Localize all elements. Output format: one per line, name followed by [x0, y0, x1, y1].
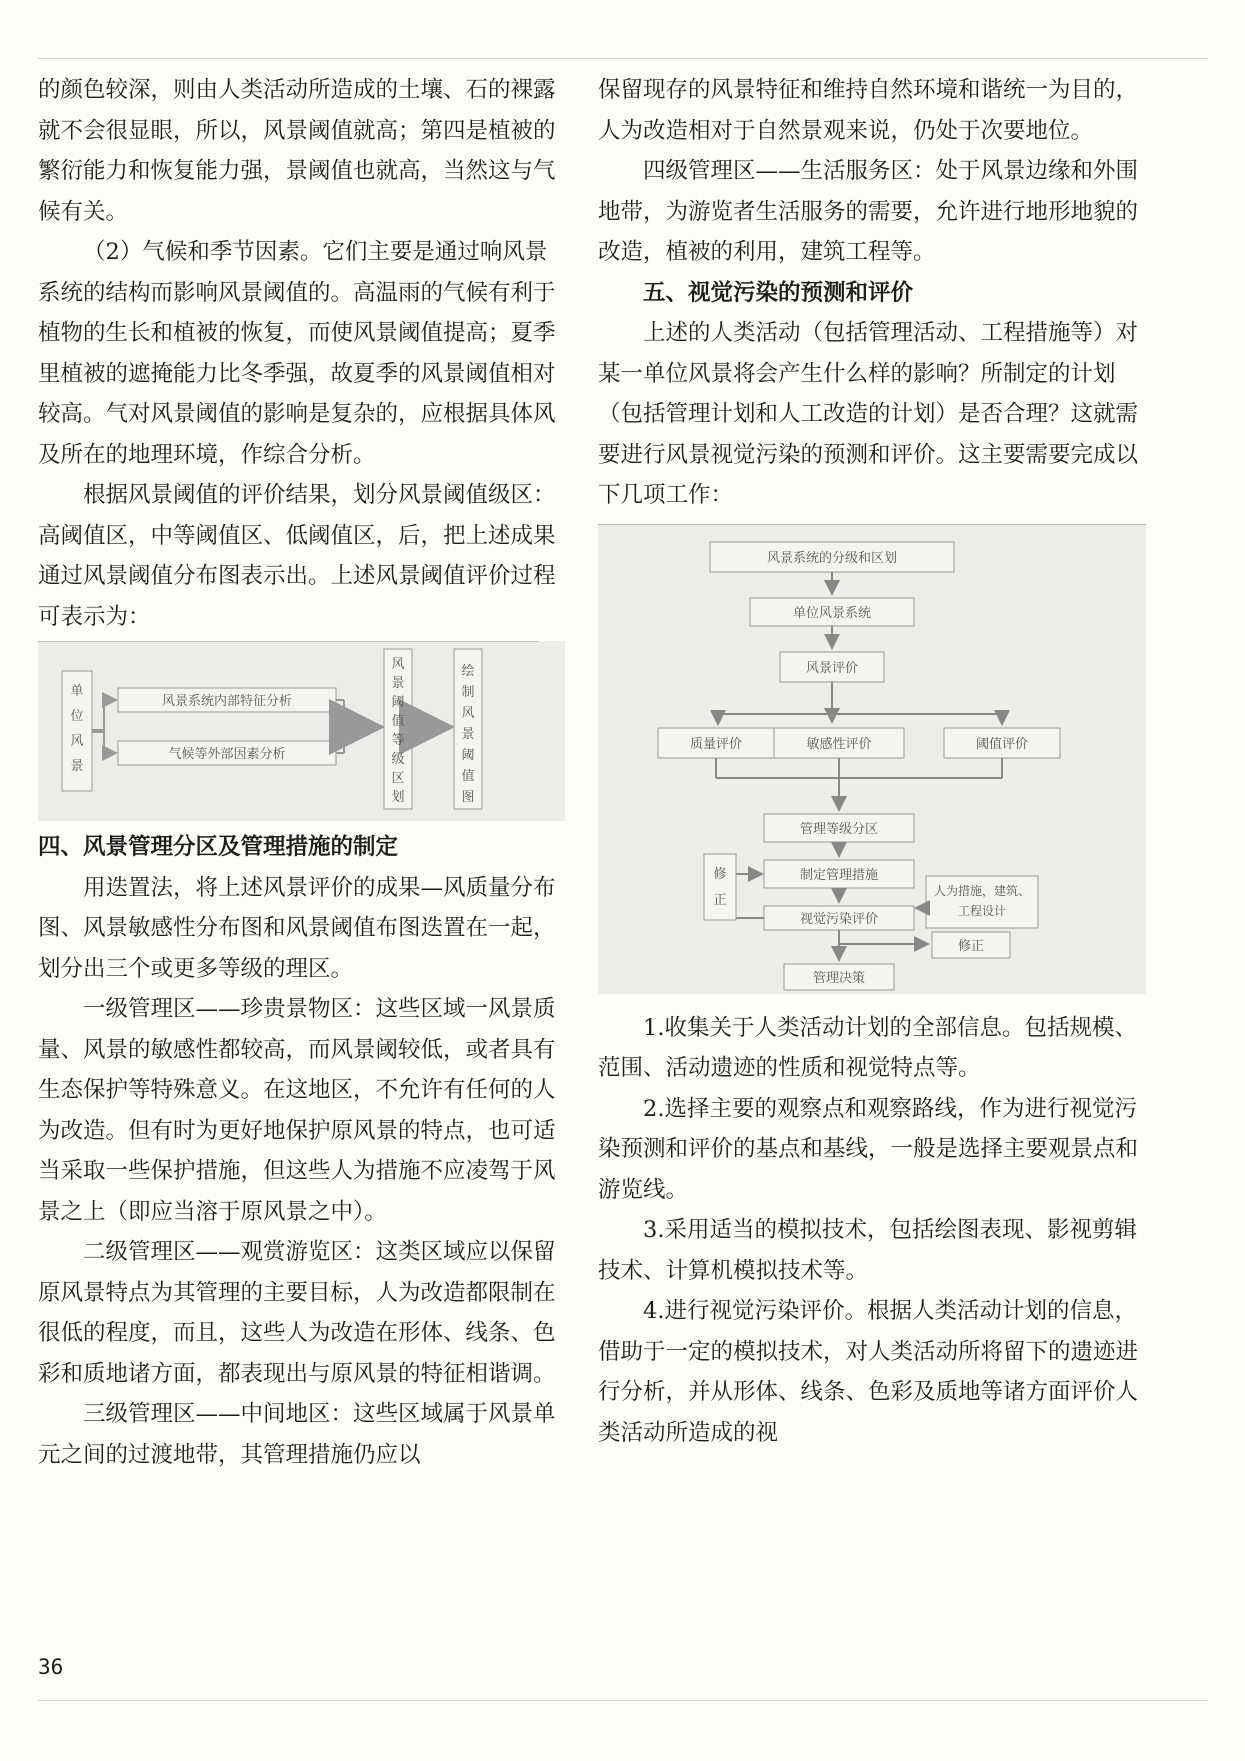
paragraph: 上述的人类活动（包括管理活动、工程措施等）对某一单位风景将会产生什么样的影响？所制定的计划（包括管理计划和人工改造的计划）是否合理？这就需要进行风景视觉污染的预测和评价。这主要需要完成以下几项工作： — [598, 320, 1139, 508]
paragraph: 用迭置法，将上述风景评价的成果—风质量分布图、风景敏感性分布图和风景阈值布图迭置在一起，划分出三个或更多等级的理区。 — [38, 874, 556, 982]
paragraph: 三级管理区——中间地区：这些区域属于风景单元之间的过渡地带，其管理措施仍应以 — [38, 1401, 556, 1468]
fig2-b2: 单位风景系统 — [792, 605, 872, 621]
fig1-middle-box: 风景阈值等级区划 — [391, 657, 405, 805]
right-column — [598, 70, 1146, 1453]
top-rule — [38, 58, 1208, 59]
fig2-side-bottom: 修正 — [957, 938, 985, 954]
fig2-side-left: 修正 — [713, 866, 727, 908]
bottom-rule — [38, 1700, 1208, 1701]
fig2-b6: 阈值评价 — [975, 736, 1029, 752]
list-item: 4.进行视觉污染评价。根据人类活动计划的信息，借助于一定的模拟技术，对人类活动所将留下的遗迹进行分析，并从形体、线条、色彩及质地等诸方面评价人类活动所造成的视 — [598, 1298, 1139, 1446]
visual-pollution-flowchart — [598, 524, 1146, 994]
threshold-evaluation-diagram — [38, 641, 565, 821]
paragraph: 的颜色较深，则由人类活动所造成的土壤、石的裸露就不会很显眼，所以，风景阈值就高；第四是植被的繁衍能力和恢复能力强，景阈值也就高，当然这与气候有关。 — [38, 77, 556, 225]
fig2-b9: 视觉污染评价 — [799, 911, 879, 927]
fig2-b3: 风景评价 — [805, 660, 859, 676]
fig2-b10: 管理决策 — [812, 970, 866, 986]
fig2-b7: 管理等级分区 — [799, 821, 879, 837]
fig1-top-box: 风景系统内部特征分析 — [161, 694, 293, 709]
paragraph: 一级管理区——珍贵景物区：这些区域一风景质量、风景的敏感性都较高，而风景阈较低，或者具有生态保护等特殊意义。在这地区，不允许有任何的人为改造。但有时为更好地保护原风景的特点，也可适当采取一些保护措施，但这些人为措施不应凌驾于风景之上（即应当溶于原风景之中）。 — [38, 996, 556, 1225]
fig2-b5: 敏感性评价 — [806, 736, 872, 752]
fig1-left-box-label: 单位风景 — [70, 684, 84, 774]
fig1-right-box: 绘制风景阈值图 — [461, 664, 475, 805]
paragraph: 根据风景阈值的评价结果，划分风景阈值级区：高阈值区，中等阈值区、低阈值区，后，把上述成果通过风景阈值分布图表示出。上述风景阈值评价过程可表示为： — [38, 482, 556, 630]
left-column — [38, 70, 565, 1475]
fig2-b8: 制定管理措施 — [799, 867, 879, 883]
paragraph: （2）气候和季节因素。它们主要是通过响风景系统的结构而影响风景阈值的。高温雨的气候有利于植物的生长和植被的恢复，而使风景阈值提高；夏季里植被的遮掩能力比冬季强，故夏季的风景阈值相对较高。气对风景阈值的影响是复杂的，应根据具体风及所在的地理环境，作综合分析。 — [38, 239, 556, 468]
fig2-b1: 风景系统的分级和区划 — [766, 550, 898, 566]
paragraph: 四级管理区——生活服务区：处于风景边缘和外围地带，为游览者生活服务的需要，允许进行地形地貌的改造，植被的利用，建筑工程等。 — [598, 158, 1139, 265]
page-number: 36 — [38, 1655, 64, 1679]
paragraph: 保留现存的风景特征和维持自然环境和谐统一为目的，人为改造相对于自然景观来说，仍处于次要地位。 — [598, 77, 1139, 144]
fig2-b4: 质量评价 — [689, 736, 743, 752]
paragraph: 二级管理区——观赏游览区：这类区域应以保留原风景特点为其管理的主要目标，人为改造都限制在很低的程度，而且，这些人为改造在形体、线条、色彩和质地诸方面，都表现出与原风景的特征相谐调。 — [38, 1239, 556, 1387]
fig1-bottom-box: 气候等外部因素分析 — [168, 747, 286, 762]
list-item: 1.收集关于人类活动计划的全部信息。包括规模、范围、活动遗迹的性质和视觉特点等。 — [598, 1014, 1137, 1081]
fig2-side-right: 人为措施，建筑、工程设计 — [933, 883, 1030, 918]
list-item: 3.采用适当的模拟技术，包括绘图表现、影视剪辑技术、计算机模拟技术等。 — [598, 1217, 1137, 1284]
section-heading-5: 五、视觉污染的预测和评价 — [643, 279, 914, 306]
list-item: 2.选择主要的观察点和观察路线，作为进行视觉污染预测和评价的基点和基线，一般是选择主要观景点和游览线。 — [598, 1095, 1139, 1203]
section-heading-4: 四、风景管理分区及管理措施的制定 — [38, 834, 399, 860]
